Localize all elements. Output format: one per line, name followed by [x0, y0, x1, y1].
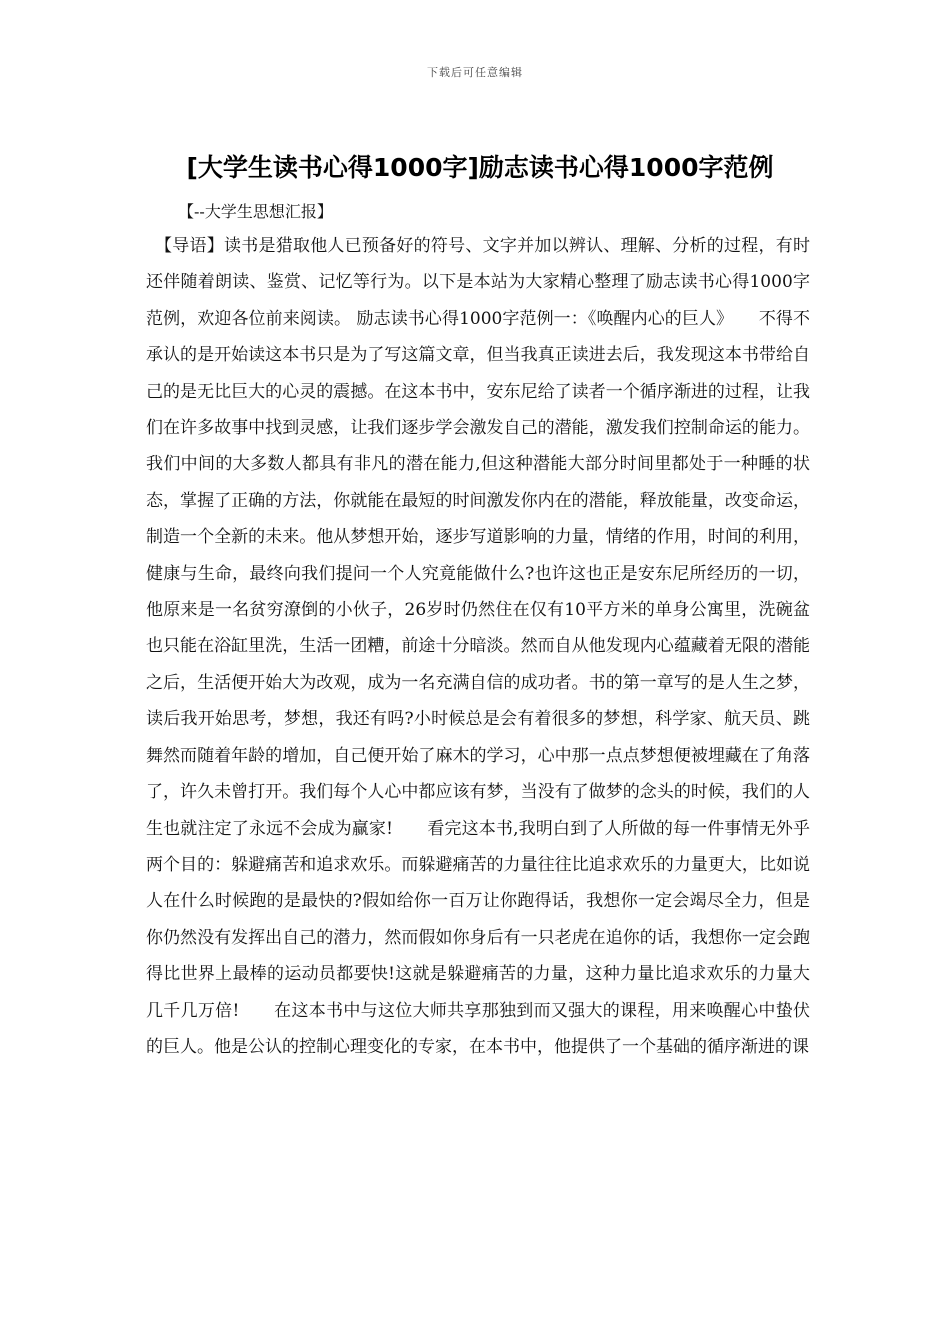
header-note: 下载后可任意编辑 — [427, 66, 523, 79]
document-title: [大学生读书心得1000字]励志读书心得1000字范例 — [186, 153, 774, 182]
document-subtitle: 【--大学生思想汇报】 — [178, 202, 333, 221]
document-body: 【导语】读书是猎取他人已预备好的符号、文字并加以辨认、理解、分析的过程，有时还伴随着朗读、鉴赏、记忆等行为。以下是本站为大家精心整理了励志读书心得1000字范例，欢迎各位前来阅读。 励志读书心得1000字范例一：《唤醒内心的巨人》 不得不承认的是开始读这本书只是为了写这篇文章，但当我真正读进去后，我发现这本书带给自己的是无比巨大的心灵的震撼。在这本书中，安东尼给了读者一个循序渐进的过程，让我们在许多故事中找到灵感，让我们逐步学会激发自己的潜能，激发我们控制命运的能力。我们中间的大多数人都具有非凡的潜在能力,但这种潜能大部分时间里都处于一种睡的状态，掌握了正确的方法，你就能在最短的时间激发你内在的潜能，释放能量，改变命运，制造一个全新的未来。他从梦想开始，逐步写道影响的力量，情绪的作用，时间的利用，健康与生命，最终向我们提问一个人究竟能做什么?也许这也正是安东尼所经历的一切，他原来是一名贫穷潦倒的小伙子，26岁时仍然住在仅有10平方米的单身公寓里，洗碗盆也只能在浴缸里洗，生活一团糟，前途十分暗淡。然而自从他发现内心蕴藏着无限的潜能之后，生活便开始大为改观，成为一名充满自信的成功者。书的第一章写的是人生之梦，读后我开始思考，梦想，我还有吗?小时候总是会有着很多的梦想，科学家、航天员、跳舞然而随着年龄的增加，自己便开始了麻木的学习，心中那一点点梦想便被埋藏在了角落了，许久未曾打开。我们每个人心中都应该有梦，当没有了做梦的念头的时候，我们的人生也就注定了永远不会成为赢家! 看完这本书,我明白到了人所做的每一件事情无外乎两个目的：躲避痛苦和追求欢乐。而躲避痛苦的力量往往比追求欢乐的力量更大，比如说人在什么时候跑的是最快的?假如给你一百万让你跑得话，我想你一定会竭尽全力，但是你仍然没有发挥出自己的潜力，然而假如你身后有一只老虎在追你的话，我想你一定会跑得比世界上最棒的运动员都要快!这就是躲避痛苦的力量，这种力量比追求欢乐的力量大几千几万倍! 在这本书中与这位大师共享那独到而又强大的课程，用来唤醒心中蛰伏的巨人。他是公认的控制心理变化的专家，在本书中，他提供了一个基础的循序渐进的课 — [146, 236, 810, 1057]
